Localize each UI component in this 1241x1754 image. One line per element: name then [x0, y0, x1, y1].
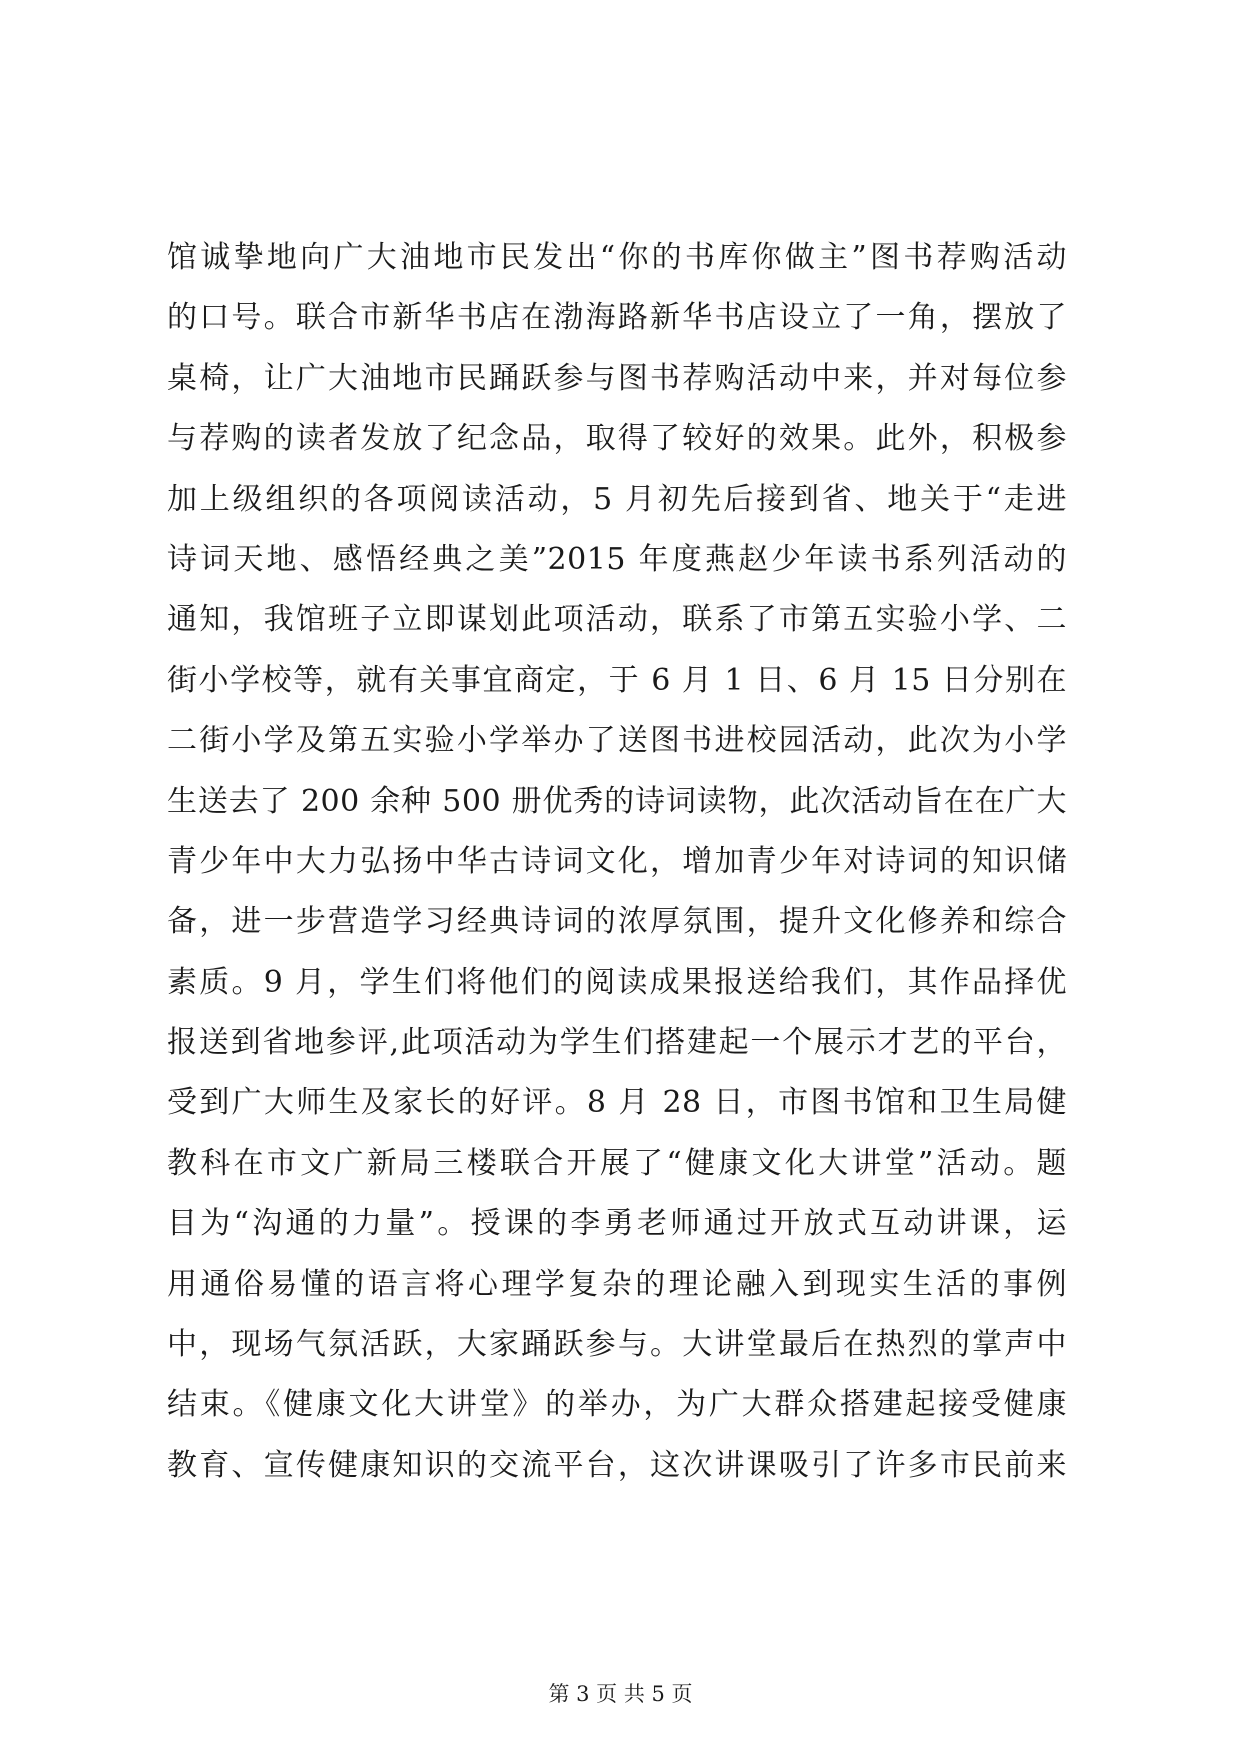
text-line: 备，进一步营造学习经典诗词的浓厚氛围，提升文化修养和综合	[167, 904, 1067, 940]
text-line: 目为“沟通的力量”。授课的李勇老师通过开放式互动讲课，运	[167, 1206, 1067, 1242]
text-line: 报送到省地参评,此项活动为学生们搭建起一个展示才艺的平台，	[167, 1025, 1067, 1061]
text-line: 桌椅，让广大油地市民踊跃参与图书荐购活动中来，并对每位参	[167, 360, 1067, 396]
text-line: 通知，我馆班子立即谋划此项活动，联系了市第五实验小学、二	[167, 602, 1067, 638]
text-line: 加上级组织的各项阅读活动，5 月初先后接到省、地关于“走进	[167, 481, 1067, 517]
text-line: 与荐购的读者发放了纪念品，取得了较好的效果。此外，积极参	[167, 421, 1067, 457]
text-line: 生送去了 200 余种 500 册优秀的诗词读物，此次活动旨在在广大	[167, 783, 1067, 819]
text-line: 二街小学及第五实验小学举办了送图书进校园活动，此次为小学	[167, 723, 1067, 759]
text-line: 受到广大师生及家长的好评。8 月 28 日，市图书馆和卫生局健	[167, 1085, 1067, 1121]
text-line: 青少年中大力弘扬中华古诗词文化，增加青少年对诗词的知识储	[167, 843, 1067, 879]
text-line: 诗词天地、感悟经典之美”2015 年度燕赵少年读书系列活动的	[167, 541, 1067, 577]
text-line: 的口号。联合市新华书店在渤海路新华书店设立了一角，摆放了	[167, 300, 1067, 336]
text-line: 用通俗易懂的语言将心理学复杂的理论融入到现实生活的事例	[167, 1266, 1067, 1302]
body-text	[167, 228, 1067, 1496]
text-line: 馆诚挚地向广大油地市民发出“你的书库你做主”图书荐购活动	[167, 240, 1067, 275]
page-number-footer: 第 3 页 共 5 页	[548, 1682, 693, 1706]
text-line: 结束。《健康文化大讲堂》的举办，为广大群众搭建起接受健康	[167, 1387, 1067, 1423]
text-line: 街小学校等，就有关事宜商定，于 6 月 1 日、6 月 15 日分别在	[167, 662, 1067, 698]
text-line: 素质。9 月，学生们将他们的阅读成果报送给我们，其作品择优	[167, 964, 1067, 1000]
text-line: 教育、宣传健康知识的交流平台，这次讲课吸引了许多市民前来	[167, 1447, 1067, 1483]
text-line: 中，现场气氛活跃，大家踊跃参与。大讲堂最后在热烈的掌声中	[167, 1327, 1067, 1363]
text-line: 教科在市文广新局三楼联合开展了“健康文化大讲堂”活动。题	[167, 1145, 1067, 1181]
